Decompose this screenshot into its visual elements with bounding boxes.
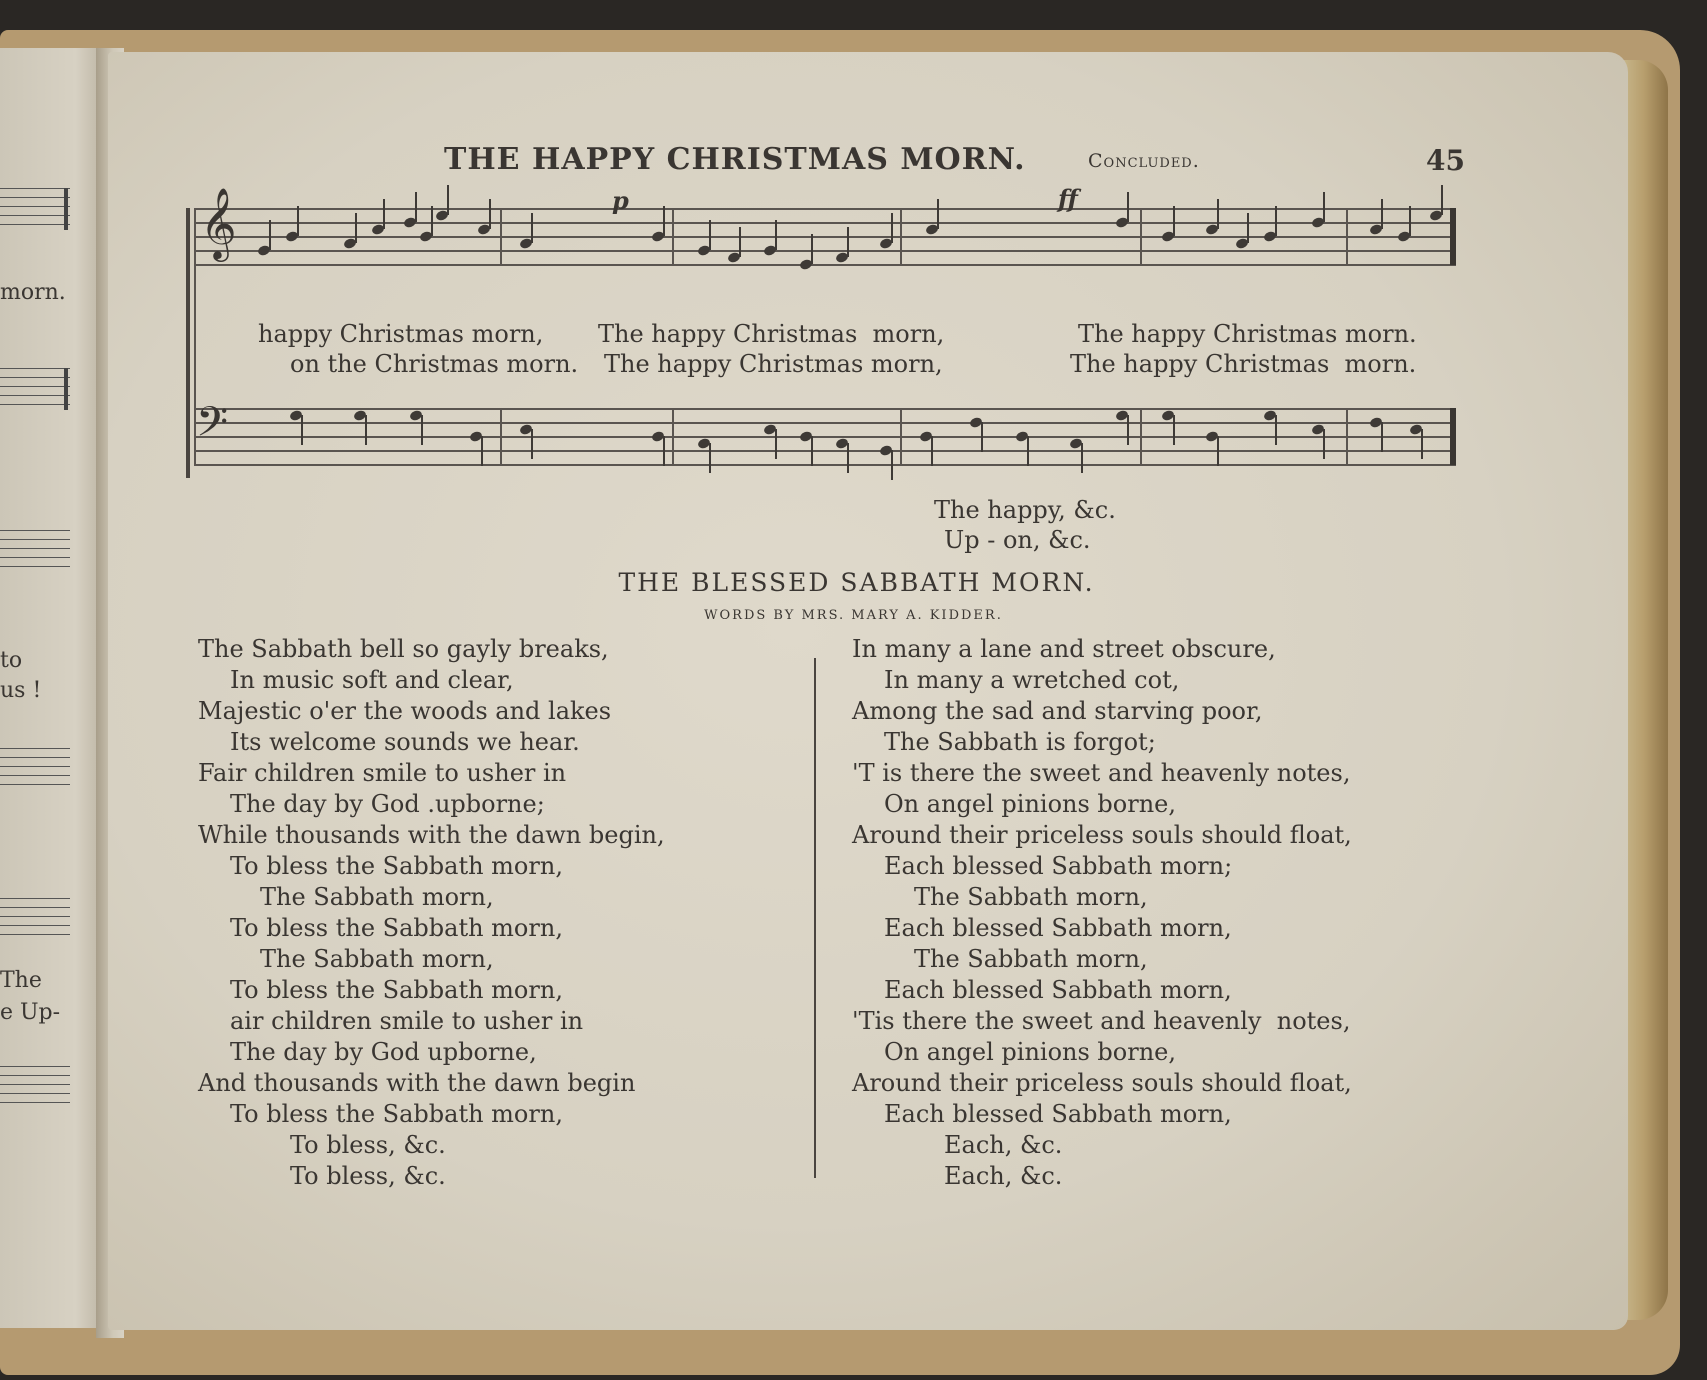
poem-line: The Sabbath morn, (260, 945, 494, 973)
note-stem (1381, 199, 1383, 229)
left-page (0, 48, 108, 1328)
note-stem (481, 436, 483, 466)
poem-line: The Sabbath morn, (914, 945, 1148, 973)
note-stem (663, 206, 665, 236)
poem-line: On angel pinions borne, (884, 1038, 1176, 1066)
poem-line: Each blessed Sabbath morn, (884, 1100, 1232, 1128)
note-stem (811, 234, 813, 264)
poem-line: Each, &c. (944, 1162, 1063, 1190)
song-title: THE HAPPY CHRISTMAS MORN. (444, 142, 1026, 177)
bar-line (672, 408, 674, 465)
poem-line: 'Tis there the sweet and heavenly notes, (852, 1007, 1351, 1035)
note-stem (531, 429, 533, 459)
note-stem (269, 220, 271, 250)
poem-line: Each, &c. (944, 1131, 1063, 1159)
poem-title: THE BLESSED SABBATH MORN. (618, 568, 1095, 597)
poem-line: To bless, &c. (290, 1131, 446, 1159)
dynamic-mark: p (612, 186, 629, 215)
note-stem (1081, 443, 1083, 473)
note-stem (739, 227, 741, 257)
system-line (194, 208, 196, 466)
poem-line: To bless the Sabbath morn, (230, 1100, 563, 1128)
note-stem (447, 185, 449, 215)
note-stem (297, 206, 299, 236)
note-stem (709, 443, 711, 473)
note-stem (431, 206, 433, 236)
note-stem (1027, 436, 1029, 466)
lyric-line: The happy Christmas morn. (1070, 350, 1417, 378)
poem-line: In music soft and clear, (230, 666, 514, 694)
note-stem (421, 415, 423, 445)
lyric-line: on the Christmas morn. (290, 350, 579, 378)
note-stem (847, 227, 849, 257)
lyric-line: The happy, &c. (934, 496, 1116, 524)
poem-line: The Sabbath morn, (914, 883, 1148, 911)
left-fragment-text: e Up- (0, 1000, 61, 1025)
note-stem (1275, 206, 1277, 236)
poem-line: And thousands with the dawn begin (198, 1069, 636, 1097)
lyric-line: happy Christmas morn, (258, 320, 544, 348)
left-fragment-text: morn. (0, 280, 66, 305)
note-stem (1217, 199, 1219, 229)
poem-line: To bless the Sabbath morn, (230, 914, 563, 942)
note-stem (1323, 192, 1325, 222)
poem-line: Among the sad and starving poor, (852, 697, 1263, 725)
lyric-line: The happy Christmas morn. (1078, 320, 1417, 348)
note-stem (489, 199, 491, 229)
bar-line (1140, 408, 1142, 465)
poem-line: The Sabbath bell so gayly breaks, (198, 635, 609, 663)
lyric-line: The happy Christmas morn, (598, 320, 945, 348)
note-stem (1275, 415, 1277, 445)
note-stem (415, 192, 417, 222)
note-stem (937, 199, 939, 229)
left-fragment-text: us ! (0, 678, 42, 703)
bar-line (1346, 208, 1348, 265)
poem-line: To bless, &c. (290, 1162, 446, 1190)
note-stem (1247, 213, 1249, 243)
left-staff-fragment (0, 188, 70, 233)
note-stem (1173, 206, 1175, 236)
left-staff-fragment (0, 368, 70, 413)
poem-line: Around their priceless souls should float, (852, 1069, 1352, 1097)
bass-clef-icon: 𝄢 (196, 398, 229, 456)
note-stem (931, 436, 933, 466)
note-stem (981, 422, 983, 452)
note-stem (891, 450, 893, 480)
poem-line: In many a wretched cot, (884, 666, 1180, 694)
left-staff-fragment (0, 748, 70, 793)
note-stem (365, 415, 367, 445)
page-number: 45 (1426, 144, 1465, 177)
note-stem (891, 213, 893, 243)
poem-line: The Sabbath is forgot; (884, 728, 1156, 756)
note-stem (1421, 429, 1423, 459)
poem-column-right (852, 634, 1352, 1192)
column-divider (814, 658, 816, 1178)
bar-line (500, 208, 502, 265)
final-barline (1450, 408, 1456, 465)
note-stem (1381, 422, 1383, 452)
note-stem (1409, 206, 1411, 236)
left-barline (64, 368, 68, 410)
note-stem (775, 220, 777, 250)
note-stem (1127, 415, 1129, 445)
poem-line: The day by God .upborne; (230, 790, 545, 818)
bar-line (900, 408, 902, 465)
bar-line (1140, 208, 1142, 265)
poem-line: The day by God upborne, (230, 1038, 537, 1066)
poem-line: To bless the Sabbath morn, (230, 852, 563, 880)
system-brace (186, 208, 190, 478)
lyric-line: The happy Christmas morn, (604, 350, 943, 378)
note-stem (1323, 429, 1325, 459)
left-barline (64, 188, 68, 230)
poem-line: On angel pinions borne, (884, 790, 1176, 818)
note-stem (847, 443, 849, 473)
bar-line (900, 208, 902, 265)
poem-line: To bless the Sabbath morn, (230, 976, 563, 1004)
left-fragment-text: The (0, 968, 42, 993)
note-stem (775, 429, 777, 459)
note-stem (531, 213, 533, 243)
left-staff-fragment (0, 898, 70, 943)
dynamic-mark: ff (1058, 184, 1078, 213)
poem-line: In many a lane and street obscure, (852, 635, 1276, 663)
note-stem (663, 436, 665, 466)
poem-line: The Sabbath morn, (260, 883, 494, 911)
poem-line: Each blessed Sabbath morn; (884, 852, 1233, 880)
left-fragment-text: to (0, 648, 23, 673)
bar-line (500, 408, 502, 465)
bar-line (672, 208, 674, 265)
poem-line: Majestic o'er the woods and lakes (198, 697, 612, 725)
note-stem (1173, 415, 1175, 445)
left-staff-fragment (0, 1066, 70, 1111)
lyric-line: Up - on, &c. (944, 526, 1091, 554)
poem-line: Each blessed Sabbath morn, (884, 914, 1232, 942)
poem-column-left (198, 634, 665, 1192)
note-stem (1127, 192, 1129, 222)
treble-clef-icon: 𝄞 (200, 186, 237, 259)
note-stem (301, 415, 303, 445)
final-barline (1450, 208, 1456, 265)
song-subtitle: Concluded. (1088, 150, 1200, 172)
bar-line (1346, 408, 1348, 465)
poem-line: Its welcome sounds we hear. (230, 728, 580, 756)
note-stem (811, 436, 813, 466)
poem-line: While thousands with the dawn begin, (198, 821, 665, 849)
poem-line: Each blessed Sabbath morn, (884, 976, 1232, 1004)
poem-line: Fair children smile to usher in (198, 759, 567, 787)
note-stem (355, 213, 357, 243)
note-stem (1217, 436, 1219, 466)
note-stem (709, 220, 711, 250)
poem-line: Around their priceless souls should float, (852, 821, 1352, 849)
note-stem (1441, 185, 1443, 215)
poem-line: air children smile to usher in (230, 1007, 584, 1035)
poem-line: 'T is there the sweet and heavenly notes, (852, 759, 1351, 787)
note-stem (383, 199, 385, 229)
poem-credit: WORDS BY MRS. MARY A. KIDDER. (704, 608, 1003, 623)
